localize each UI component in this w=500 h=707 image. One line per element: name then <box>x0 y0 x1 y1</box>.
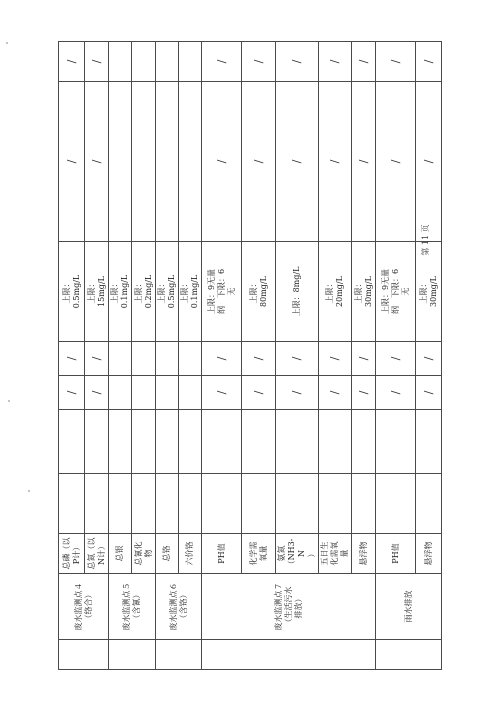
blank-cell <box>376 410 416 474</box>
limit-value: 上限： 0.5mg/L <box>59 242 85 342</box>
pollutant-item: 总银 <box>109 534 132 574</box>
slash-cell: / <box>416 42 442 82</box>
slash-cell: / <box>376 82 416 242</box>
slash-cell: / <box>59 376 85 410</box>
limit-value: 上限： 30mg/L <box>416 242 442 342</box>
slash-cell: / <box>59 82 85 242</box>
slash-cell: / <box>85 82 109 242</box>
scan-speck <box>28 490 30 492</box>
slash-cell: / <box>352 42 376 82</box>
monitoring-point-name: 废水监测点５ （含氰） <box>109 574 156 640</box>
blank-cell <box>376 640 442 670</box>
monitoring-point-name: 废水监测点７ （生活污水 排放） <box>202 574 376 640</box>
blank-cell <box>59 640 109 670</box>
monitoring-point-name: 废水监测点４ （络合） <box>59 574 109 640</box>
blank-cell <box>109 474 132 534</box>
blank-cell <box>85 474 109 534</box>
slash-cell: / <box>319 42 352 82</box>
blank-cell <box>132 42 156 82</box>
slash-cell: / <box>59 342 85 376</box>
blank-cell <box>132 342 156 376</box>
limit-value: 上限：9无量 纲 下限：6 无 <box>376 242 416 342</box>
monitoring-table <box>58 41 442 670</box>
blank-cell <box>352 474 376 534</box>
slash-cell: / <box>202 82 242 242</box>
pollutant-item: 总铬 <box>156 534 179 574</box>
slash-cell: / <box>85 42 109 82</box>
slash-cell: / <box>242 342 276 376</box>
slash-cell: / <box>352 82 376 242</box>
limit-value: 上限：8mg/L <box>276 242 319 342</box>
slash-cell: / <box>202 42 242 82</box>
limit-value: 上限： 0.1mg/L <box>109 242 132 342</box>
blank-cell <box>202 640 376 670</box>
blank-cell <box>109 82 132 242</box>
pollutant-item: 化学需 氧量 <box>242 534 276 574</box>
pollutant-item: 总氰化 物 <box>132 534 156 574</box>
blank-cell <box>109 376 132 410</box>
blank-cell <box>156 474 179 534</box>
table-row <box>376 42 416 670</box>
table-row <box>59 42 85 670</box>
slash-cell: / <box>59 42 85 82</box>
blank-cell <box>179 376 202 410</box>
slash-cell: / <box>319 82 352 242</box>
slash-cell: / <box>352 342 376 376</box>
slash-cell: / <box>202 342 242 376</box>
page-number: 第 11 页 <box>421 224 430 256</box>
slash-cell: / <box>376 376 416 410</box>
slash-cell: / <box>416 342 442 376</box>
pollutant-item: PH值 <box>376 534 416 574</box>
blank-cell <box>416 410 442 474</box>
table-row <box>202 42 242 670</box>
slash-cell: / <box>416 82 442 242</box>
slash-cell: / <box>85 342 109 376</box>
blank-cell <box>202 474 242 534</box>
scan-speck <box>6 42 8 44</box>
blank-cell <box>352 410 376 474</box>
pollutant-item: 悬浮物 <box>416 534 442 574</box>
blank-cell <box>202 410 242 474</box>
slash-cell: / <box>276 82 319 242</box>
blank-cell <box>276 410 319 474</box>
pollutant-item: 五日生 化需氧 量 <box>319 534 352 574</box>
blank-cell <box>416 474 442 534</box>
blank-cell <box>156 42 179 82</box>
blank-cell <box>109 410 132 474</box>
blank-cell <box>156 342 179 376</box>
pollutant-item: 悬浮物 <box>352 534 376 574</box>
slash-cell: / <box>352 376 376 410</box>
limit-value: 上限： 0.2mg/L <box>132 242 156 342</box>
limit-value: 上限： 80mg/L <box>242 242 276 342</box>
table-row <box>156 42 179 670</box>
blank-cell <box>319 474 352 534</box>
blank-cell <box>109 42 132 82</box>
blank-cell <box>132 410 156 474</box>
limit-value: 上限：9无量 纲 下限：6 无 <box>202 242 242 342</box>
pollutant-item: PH值 <box>202 534 242 574</box>
slash-cell: / <box>376 342 416 376</box>
rotated-table-wrapper <box>58 42 438 670</box>
pollutant-item: 总磷（以 P计） <box>59 534 85 574</box>
limit-value: 上限： 20mg/L <box>319 242 352 342</box>
blank-cell <box>179 42 202 82</box>
blank-cell <box>156 376 179 410</box>
monitoring-point-name: 雨水排放 <box>376 574 442 640</box>
scan-speck <box>8 400 10 402</box>
pollutant-item: 六价铬 <box>179 534 202 574</box>
slash-cell: / <box>319 342 352 376</box>
blank-cell <box>242 410 276 474</box>
table-row <box>109 42 132 670</box>
blank-cell <box>85 410 109 474</box>
blank-cell <box>109 342 132 376</box>
limit-value: 上限： 0.1mg/L <box>179 242 202 342</box>
blank-cell <box>179 410 202 474</box>
slash-cell: / <box>319 376 352 410</box>
blank-cell <box>59 474 85 534</box>
slash-cell: / <box>276 42 319 82</box>
slash-cell: / <box>276 376 319 410</box>
pollutant-item: 氨氮 （NH3-N ） <box>276 534 319 574</box>
blank-cell <box>242 474 276 534</box>
blank-cell <box>59 410 85 474</box>
limit-value: 上限： 15mg/L <box>85 242 109 342</box>
blank-cell <box>156 82 179 242</box>
slash-cell: / <box>242 82 276 242</box>
slash-cell: / <box>242 376 276 410</box>
slash-cell: / <box>202 376 242 410</box>
blank-cell <box>376 474 416 534</box>
slash-cell: / <box>376 42 416 82</box>
blank-cell <box>156 410 179 474</box>
blank-cell <box>179 82 202 242</box>
blank-cell <box>109 640 156 670</box>
blank-cell <box>179 474 202 534</box>
slash-cell: / <box>85 376 109 410</box>
blank-cell <box>276 474 319 534</box>
pollutant-item: 总氮（以 N计） <box>85 534 109 574</box>
slash-cell: / <box>276 342 319 376</box>
monitoring-point-name: 废水监测点６ （含铬） <box>156 574 202 640</box>
blank-cell <box>132 82 156 242</box>
blank-cell <box>132 376 156 410</box>
limit-value: 上限： 30mg/L <box>352 242 376 342</box>
blank-cell <box>319 410 352 474</box>
slash-cell: / <box>242 42 276 82</box>
blank-cell <box>132 474 156 534</box>
blank-cell <box>156 640 202 670</box>
blank-cell <box>179 342 202 376</box>
limit-value: 上限： 0.5mg/L <box>156 242 179 342</box>
slash-cell: / <box>416 376 442 410</box>
